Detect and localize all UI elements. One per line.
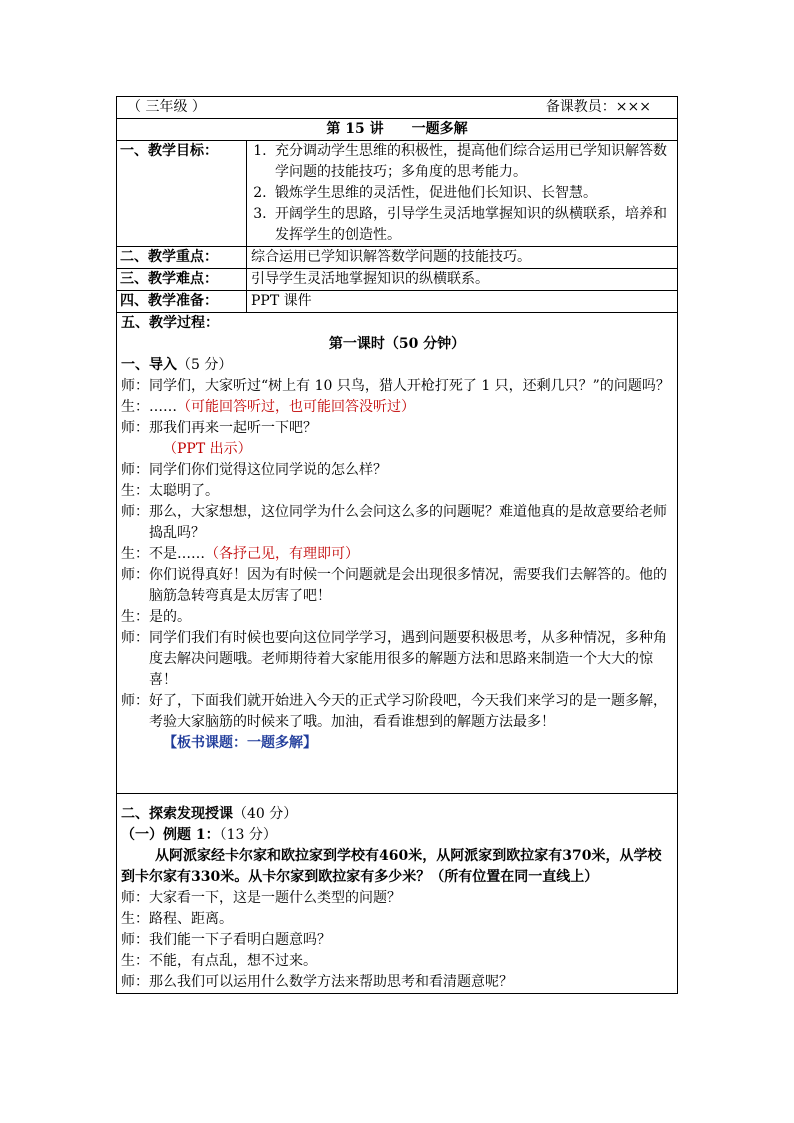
explore-row: [117, 794, 678, 994]
intro-heading: 一、导入（5 分）: [121, 357, 233, 373]
dialogue-line: [121, 972, 673, 993]
response-note: （可能回答听过，也可能回答没听过）: [177, 399, 415, 415]
dialogue-line: [121, 951, 673, 972]
speaker-label: 师：: [121, 567, 149, 583]
dialogue-words: 那我们再来一起听一下吧？: [149, 420, 317, 436]
dialogue-line: [121, 544, 673, 565]
dialogue-text: [149, 930, 673, 951]
goal-item: 3. 开阔学生的思路，引导学生灵活地掌握知识的纵横联系，培养和发挥学生的创造性。: [271, 204, 673, 246]
board-title-note: 【板书课题：一题多解】: [163, 735, 317, 751]
speaker-label: 师：: [121, 693, 149, 709]
dialogue-text: [149, 691, 673, 733]
dialogue-words: 那么，大家想想，这位同学为什么会问这么多的问题呢？难道他真的是故意要给老师捣乱吗？: [149, 504, 667, 541]
example-problem: 从阿派家经卡尔家和欧拉家到学校有460米，从阿派家到欧拉家有370米，从学校到卡尔家有330米。从卡尔家到欧拉家有多少米？（所有位置在同一直线上）: [121, 848, 662, 885]
difficulties-text: 引导学生灵活地掌握知识的纵横联系。: [247, 269, 678, 291]
process-heading: 五、教学过程：: [121, 315, 219, 331]
dialogue-text: [149, 397, 673, 418]
speaker-label: 师：: [121, 890, 149, 906]
dialogue-words: 好了，下面我们就开始进入今天的正式学习阶段吧，今天我们来学习的是一题多解，考验大家脑筋的时候来了哦。加油，看看谁想到的解题方法最多！: [149, 693, 667, 730]
difficulties-row: [117, 269, 678, 291]
speaker-label: 师：: [121, 932, 149, 948]
dialogue-words: 同学们我们有时候也要向这位同学学习，遇到问题要积极思考，从多种情况，多种角度去解决问题哦。老师期待着大家能用很多的解题方法和思路来制造一个大大的惊喜！: [149, 630, 667, 688]
dialogue-text: [149, 460, 673, 481]
dialogue-words: ……: [149, 399, 177, 415]
process-row: [117, 313, 678, 794]
speaker-label: 生：: [121, 483, 149, 499]
dialogue-text: [149, 418, 673, 439]
dialogue-words: 同学们你们觉得这位同学说的怎么样？: [149, 462, 387, 478]
dialogue-words: 是的。: [149, 609, 191, 625]
title-row: [117, 119, 678, 141]
dialogue-line: [121, 607, 673, 628]
grade-label: （ 三年级 ）: [127, 99, 206, 115]
explore-heading: 二、探索发现授课（40 分）: [121, 806, 298, 822]
process-content: [117, 313, 678, 794]
dialogue-line: [121, 502, 673, 544]
speaker-label: 生：: [121, 399, 149, 415]
dialogue-words: 那么我们可以运用什么数学方法来帮助思考和看清题意呢？: [149, 974, 513, 990]
goals-content: [247, 141, 678, 247]
lesson-plan-sheet: [116, 96, 677, 994]
speaker-label: 师：: [121, 462, 149, 478]
dialogue-words: 同学们，大家听过“树上有 10 只鸟，猎人开枪打死了 1 只，还剩几只？”的问题吗？: [149, 378, 670, 394]
dialogue-line: [121, 397, 673, 418]
explore-content: [117, 794, 678, 994]
lesson-plan-table: [116, 96, 678, 994]
dialogue-words: 大家看一下，这是一题什么类型的问题？: [149, 890, 401, 906]
response-note: （PPT 出示）: [163, 441, 252, 457]
goals-label: 一、教学目标：: [117, 141, 247, 247]
speaker-label: 师：: [121, 974, 149, 990]
dialogue-text: [149, 909, 673, 930]
dialogue-line: [121, 481, 673, 502]
explore-dialogue: [121, 888, 673, 993]
goal-item: 2. 锻炼学生思维的灵活性，促进他们长知识、长智慧。: [271, 183, 673, 204]
dialogue-text: [149, 565, 673, 607]
session-heading: 第一课时（50 分钟）: [328, 336, 466, 352]
response-note: （各抒己见，有理即可）: [205, 546, 359, 562]
dialogue-line: [121, 439, 673, 460]
dialogue-text: [149, 888, 673, 909]
speaker-label: 师：: [121, 420, 149, 436]
dialogue-words: 路程、距离。: [149, 911, 233, 927]
dialogue-line: [121, 628, 673, 691]
speaker-label: 师：: [121, 378, 149, 394]
dialogue-line: [121, 376, 673, 397]
dialogue-text: [149, 502, 673, 544]
preparation-text: PPT 课件: [247, 291, 678, 313]
preparation-row: [117, 291, 678, 313]
key-points-text: 综合运用已学知识解答数学问题的技能技巧。: [247, 247, 678, 269]
dialogue-line: [121, 418, 673, 439]
dialogue-text: [149, 544, 673, 565]
teacher-label: 备课教员：×××: [545, 99, 652, 115]
dialogue-words: 太聪明了。: [149, 483, 219, 499]
goal-item: 1. 充分调动学生思维的积极性，提高他们综合运用已学知识解答数学问题的技能技巧；多角度的思考能力。: [271, 141, 673, 183]
dialogue-line: [121, 909, 673, 930]
dialogue-line: [121, 691, 673, 733]
dialogue-text: [149, 481, 673, 502]
header-row: [117, 97, 678, 119]
dialogue-line: [121, 888, 673, 909]
dialogue-text: [149, 376, 673, 397]
key-points-row: [117, 247, 678, 269]
dialogue-words: 不能，有点乱，想不过来。: [149, 953, 317, 969]
difficulties-label: 三、教学难点：: [117, 269, 247, 291]
lesson-title: 第 15 讲 一题多解: [117, 119, 678, 141]
dialogue-text: [149, 607, 673, 628]
intro-dialogue: [121, 376, 673, 733]
key-points-label: 二、教学重点：: [117, 247, 247, 269]
dialogue-words: 我们能一下子看明白题意吗？: [149, 932, 331, 948]
dialogue-line: [121, 460, 673, 481]
dialogue-line: [121, 565, 673, 607]
goals-row: [117, 141, 678, 247]
speaker-label: 师：: [121, 630, 149, 646]
dialogue-text: [149, 951, 673, 972]
dialogue-words: 不是……: [149, 546, 205, 562]
dialogue-text: [149, 972, 673, 993]
dialogue-text: [163, 439, 673, 460]
example-heading: （一）例题 1：（13 分）: [121, 827, 277, 843]
goals-list: [251, 141, 673, 246]
dialogue-words: 你们说得真好！因为有时候一个问题就是会出现很多情况，需要我们去解答的。他的脑筋急转弯真是太厉害了吧！: [149, 567, 667, 604]
speaker-label: 生：: [121, 953, 149, 969]
speaker-label: 生：: [121, 911, 149, 927]
speaker-label: 生：: [121, 546, 149, 562]
speaker-label: 师：: [121, 504, 149, 520]
speaker-label: 生：: [121, 609, 149, 625]
preparation-label: 四、教学准备：: [117, 291, 247, 313]
dialogue-line: [121, 930, 673, 951]
dialogue-text: [149, 628, 673, 691]
